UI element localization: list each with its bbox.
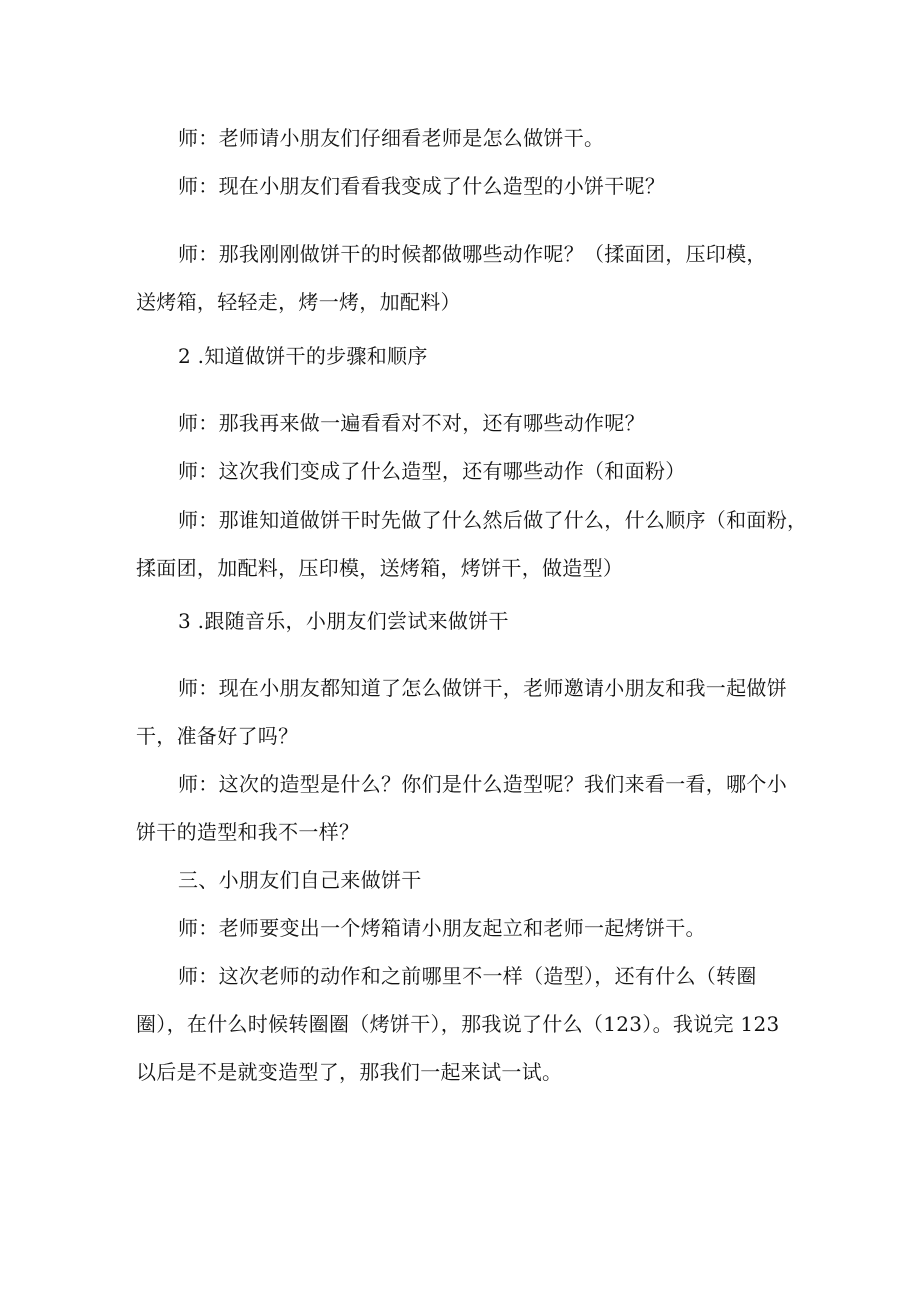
dialogue-line: 师：那我刚刚做饼干的时候都做哪些动作呢？（揉面团，压印模，: [178, 242, 767, 266]
dialogue-line: 师：这次我们变成了什么造型，还有哪些动作（和面粉）: [178, 459, 686, 483]
dialogue-line: 师：现在小朋友们看看我变成了什么造型的小饼干呢？: [178, 174, 666, 198]
dialogue-line: 师：这次老师的动作和之前哪里不一样（造型），还有什么（转圈: [178, 964, 757, 988]
dialogue-line-continuation: 送烤箱，轻轻走，烤一烤，加配料）: [136, 290, 461, 314]
section-heading: 3 .跟随音乐，小朋友们尝试来做饼干: [178, 609, 509, 633]
dialogue-line-continuation: 饼干的造型和我不一样？: [136, 820, 360, 844]
dialogue-line-continuation: 以后是不是就变造型了，那我们一起来试一试。: [136, 1060, 563, 1084]
dialogue-line: 师：老师请小朋友们仔细看老师是怎么做饼干。: [178, 126, 605, 150]
section-heading: 三、小朋友们自己来做饼干: [178, 868, 422, 892]
dialogue-line: 师：那我再来做一遍看看对不对，还有哪些动作呢？: [178, 411, 645, 435]
dialogue-line-continuation: 揉面团，加配料，压印模，送烤箱，烤饼干，做造型）: [136, 556, 624, 580]
dialogue-line: 师：现在小朋友都知道了怎么做饼干，老师邀请小朋友和我一起做饼: [178, 676, 787, 700]
dialogue-line: 师：那谁知道做饼干时先做了什么然后做了什么，什么顺序（和面粉，: [178, 508, 808, 532]
dialogue-line: 师：老师要变出一个烤箱请小朋友起立和老师一起烤饼干。: [178, 916, 706, 940]
dialogue-line-continuation: 干，准备好了吗？: [136, 724, 299, 748]
section-heading: 2 .知道做饼干的步骤和顺序: [178, 344, 428, 368]
dialogue-line-continuation: 圈），在什么时候转圈圈（烤饼干），那我说了什么（123）。我说完 123: [136, 1012, 780, 1036]
dialogue-line: 师：这次的造型是什么？你们是什么造型呢？我们来看一看，哪个小: [178, 772, 787, 796]
